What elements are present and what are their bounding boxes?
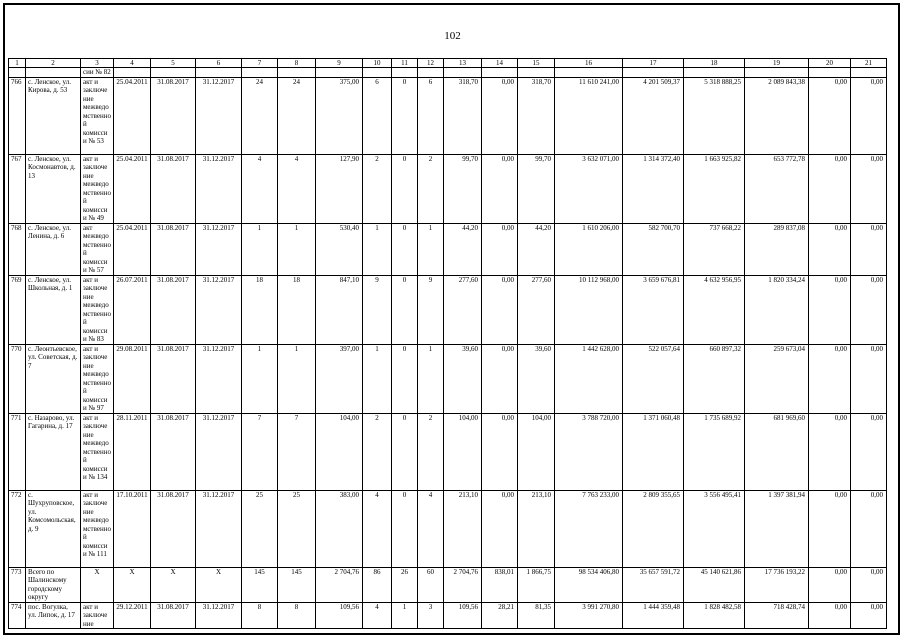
cost-other-cell: 0,00 [851,344,887,413]
area-municipal-cell: 104,00 [518,413,555,490]
cost-region-cell: 660 897,32 [684,344,745,413]
planned-start-cell: 31.08.2017 [151,602,196,629]
cost-extra-cell: 0,00 [809,602,851,629]
cost-region-cell: 45 140 621,86 [684,567,745,602]
cost-other-cell: 0,00 [851,223,887,275]
planned-start-cell: 31.08.2017 [151,77,196,154]
document-cell: акт и заключение межведомственной комиссии № 53 [81,77,114,154]
rooms-private-cell: 0 [392,344,418,413]
total-area-cell: 375,00 [316,77,363,154]
row-number-cell: 766 [9,77,26,154]
residents-resettled-cell: 1 [278,344,316,413]
document-cell: акт и заключение межведомственной комиссии № 49 [81,154,114,223]
area-total-cell: 99,70 [444,154,482,223]
total-area-cell: 397,00 [316,344,363,413]
cost-other-cell: 0,00 [851,567,887,602]
column-number: 1 [9,59,26,68]
planned-start-cell: 31.08.2017 [151,490,196,567]
cost-fund-cell: 35 657 591,72 [623,567,684,602]
rooms-municipal-cell: 6 [418,77,444,154]
cost-fund-cell: 1 314 372,40 [623,154,684,223]
cost-other-cell: 0,00 [851,490,887,567]
cost-region-cell: 3 556 495,41 [684,490,745,567]
cost-fund-cell: 1 371 060,48 [623,413,684,490]
column-number: 10 [363,59,392,68]
document-date-cell: X [114,567,151,602]
planned-end-cell: 31.12.2017 [196,223,242,275]
cost-other-cell: 0,00 [851,413,887,490]
column-number: 19 [745,59,809,68]
address-cell: с. Назарово, ул. Гагарина, д. 17 [26,413,81,490]
rooms-total-cell: 6 [363,77,392,154]
area-total-cell: 109,56 [444,602,482,629]
table-row [9,413,887,490]
area-municipal-cell: 277,60 [518,275,555,344]
rooms-total-cell: 2 [363,413,392,490]
rooms-municipal-cell: 4 [418,490,444,567]
continued-document-cell: сии № 82 [81,68,114,78]
planned-start-cell: 31.08.2017 [151,413,196,490]
planned-end-cell: 31.12.2017 [196,413,242,490]
rooms-total-cell: 2 [363,154,392,223]
cost-other-cell: 0,00 [851,154,887,223]
address-cell: с. Ленское, ул. Кирова, д. 53 [26,77,81,154]
cost-other-cell: 0,00 [851,77,887,154]
document-date-cell: 25.04.2011 [114,77,151,154]
cost-other-cell: 0,00 [851,602,887,629]
total-cost-cell: 10 112 968,00 [555,275,623,344]
rooms-municipal-cell: 3 [418,602,444,629]
area-private-cell: 0,00 [482,413,518,490]
address-cell: Всего по Шалинскому городскому округу [26,567,81,602]
rooms-private-cell: 0 [392,490,418,567]
document-date-cell: 29.08.2011 [114,344,151,413]
cost-region-cell: 1 735 689,92 [684,413,745,490]
row-number-cell: 773 [9,567,26,602]
column-number: 17 [623,59,684,68]
area-total-cell: 104,00 [444,413,482,490]
planned-start-cell: 31.08.2017 [151,275,196,344]
residents-planned-cell: 24 [242,77,278,154]
table-row [9,275,887,344]
table-row [9,77,887,154]
area-total-cell: 213,10 [444,490,482,567]
residents-planned-cell: 145 [242,567,278,602]
area-municipal-cell: 39,60 [518,344,555,413]
residents-resettled-cell: 18 [278,275,316,344]
column-number: 2 [26,59,81,68]
rooms-private-cell: 0 [392,413,418,490]
cost-region-cell: 4 632 956,95 [684,275,745,344]
column-number: 6 [196,59,242,68]
column-number: 5 [151,59,196,68]
total-area-cell: 2 704,76 [316,567,363,602]
cost-other-cell: 0,00 [851,275,887,344]
area-private-cell: 0,00 [482,77,518,154]
residents-planned-cell: 18 [242,275,278,344]
area-municipal-cell: 1 866,75 [518,567,555,602]
address-cell: пос. Вогулка, ул. Липок, д. 17 [26,602,81,629]
residents-planned-cell: 25 [242,490,278,567]
rooms-total-cell: 9 [363,275,392,344]
column-number: 3 [81,59,114,68]
address-cell: с. Ленское, ул. Космонавтов, д. 13 [26,154,81,223]
rooms-municipal-cell: 1 [418,223,444,275]
table-row [9,344,887,413]
total-cost-cell: 98 534 406,80 [555,567,623,602]
registry-table [8,58,887,629]
area-municipal-cell: 213,10 [518,490,555,567]
document-cell: акт и заключение межведомственной комиссии № 134 [81,413,114,490]
rooms-private-cell: 0 [392,77,418,154]
column-number: 14 [482,59,518,68]
column-number: 13 [444,59,482,68]
area-total-cell: 2 704,76 [444,567,482,602]
area-private-cell: 838,01 [482,567,518,602]
row-number-cell: 768 [9,223,26,275]
address-cell: с. Шухруповское, ул. Комсомольская, д. 9 [26,490,81,567]
rooms-total-cell: 86 [363,567,392,602]
cost-local-cell: 259 673,04 [745,344,809,413]
total-cost-cell: 7 763 233,00 [555,490,623,567]
total-area-cell: 109,56 [316,602,363,629]
cost-fund-cell: 1 444 359,48 [623,602,684,629]
document-date-cell: 25.04.2011 [114,154,151,223]
residents-resettled-cell: 24 [278,77,316,154]
residents-resettled-cell: 8 [278,602,316,629]
cost-extra-cell: 0,00 [809,567,851,602]
residents-planned-cell: 1 [242,223,278,275]
area-total-cell: 318,70 [444,77,482,154]
residents-planned-cell: 1 [242,344,278,413]
table-row [9,154,887,223]
column-number: 21 [851,59,887,68]
address-cell: с. Ленское, ул. Школьная, д. 1 [26,275,81,344]
rooms-municipal-cell: 9 [418,275,444,344]
rooms-private-cell: 26 [392,567,418,602]
total-area-cell: 530,40 [316,223,363,275]
column-number: 4 [114,59,151,68]
area-private-cell: 0,00 [482,223,518,275]
address-cell: с. Ленское, ул. Ленина, д. 6 [26,223,81,275]
residents-resettled-cell: 145 [278,567,316,602]
planned-end-cell: 31.12.2017 [196,77,242,154]
total-cost-cell: 3 991 270,80 [555,602,623,629]
rooms-private-cell: 0 [392,154,418,223]
residents-resettled-cell: 25 [278,490,316,567]
rooms-municipal-cell: 2 [418,154,444,223]
residents-resettled-cell: 4 [278,154,316,223]
area-private-cell: 0,00 [482,154,518,223]
document-date-cell: 28.11.2011 [114,413,151,490]
rooms-total-cell: 4 [363,602,392,629]
cost-local-cell: 1 397 381,94 [745,490,809,567]
total-area-cell: 104,00 [316,413,363,490]
total-area-cell: 127,90 [316,154,363,223]
row-number-cell: 772 [9,490,26,567]
total-area-cell: 383,00 [316,490,363,567]
planned-start-cell: 31.08.2017 [151,344,196,413]
cost-extra-cell: 0,00 [809,344,851,413]
document-date-cell: 25.04.2011 [114,223,151,275]
table-row [9,602,887,629]
cost-extra-cell: 0,00 [809,490,851,567]
cost-fund-cell: 3 659 676,81 [623,275,684,344]
page-number: 102 [444,30,461,42]
residents-resettled-cell: 7 [278,413,316,490]
cost-fund-cell: 4 201 509,37 [623,77,684,154]
column-number: 15 [518,59,555,68]
residents-planned-cell: 4 [242,154,278,223]
column-number: 16 [555,59,623,68]
area-total-cell: 44,20 [444,223,482,275]
column-number: 20 [809,59,851,68]
planned-end-cell: 31.12.2017 [196,275,242,344]
planned-start-cell: 31.08.2017 [151,223,196,275]
planned-end-cell: 31.12.2017 [196,344,242,413]
continuation-row [9,68,887,78]
document-cell: акт и заключение межведомственной комиссии № 83 [81,275,114,344]
rooms-municipal-cell: 2 [418,413,444,490]
cost-extra-cell: 0,00 [809,413,851,490]
column-number: 9 [316,59,363,68]
total-cost-cell: 3 788 720,00 [555,413,623,490]
column-number: 18 [684,59,745,68]
table-row [9,223,887,275]
row-number-cell: 774 [9,602,26,629]
cost-fund-cell: 582 700,70 [623,223,684,275]
planned-end-cell: 31.12.2017 [196,490,242,567]
planned-end-cell: X [196,567,242,602]
planned-start-cell: 31.08.2017 [151,154,196,223]
residents-planned-cell: 7 [242,413,278,490]
document-cell: акт и заключение межведомственной комиссии № 111 [81,490,114,567]
cost-extra-cell: 0,00 [809,77,851,154]
cost-fund-cell: 522 057,64 [623,344,684,413]
column-number: 7 [242,59,278,68]
cost-fund-cell: 2 809 355,65 [623,490,684,567]
table-row [9,490,887,567]
table-row [9,567,887,602]
rooms-private-cell: 0 [392,275,418,344]
cost-local-cell: 289 837,08 [745,223,809,275]
total-cost-cell: 11 610 241,00 [555,77,623,154]
planned-end-cell: 31.12.2017 [196,602,242,629]
area-total-cell: 277,60 [444,275,482,344]
area-municipal-cell: 44,20 [518,223,555,275]
column-number-row [9,59,887,68]
total-cost-cell: 1 610 206,00 [555,223,623,275]
rooms-total-cell: 4 [363,490,392,567]
cost-local-cell: 2 089 843,38 [745,77,809,154]
cost-local-cell: 1 820 334,24 [745,275,809,344]
total-area-cell: 847,10 [316,275,363,344]
row-number-cell: 767 [9,154,26,223]
area-municipal-cell: 81,35 [518,602,555,629]
cost-local-cell: 17 736 193,22 [745,567,809,602]
residents-planned-cell: 8 [242,602,278,629]
area-municipal-cell: 99,70 [518,154,555,223]
cost-region-cell: 1 663 925,82 [684,154,745,223]
document-cell: акт и заключение [81,602,114,629]
area-private-cell: 0,00 [482,275,518,344]
cost-extra-cell: 0,00 [809,223,851,275]
document-cell: акт межведомственной комиссии № 57 [81,223,114,275]
column-number: 11 [392,59,418,68]
cost-local-cell: 653 772,78 [745,154,809,223]
area-municipal-cell: 318,70 [518,77,555,154]
cost-local-cell: 718 428,74 [745,602,809,629]
column-number: 12 [418,59,444,68]
rooms-municipal-cell: 60 [418,567,444,602]
area-private-cell: 28,21 [482,602,518,629]
cost-extra-cell: 0,00 [809,154,851,223]
cost-extra-cell: 0,00 [809,275,851,344]
rooms-total-cell: 1 [363,344,392,413]
document-date-cell: 26.07.2011 [114,275,151,344]
total-cost-cell: 1 442 628,00 [555,344,623,413]
residents-resettled-cell: 1 [278,223,316,275]
area-total-cell: 39,60 [444,344,482,413]
planned-start-cell: X [151,567,196,602]
row-number-cell: 770 [9,344,26,413]
rooms-private-cell: 0 [392,223,418,275]
area-private-cell: 0,00 [482,490,518,567]
rooms-total-cell: 1 [363,223,392,275]
total-cost-cell: 3 632 071,00 [555,154,623,223]
rooms-private-cell: 1 [392,602,418,629]
cost-local-cell: 681 969,60 [745,413,809,490]
column-number: 8 [278,59,316,68]
cost-region-cell: 5 318 888,25 [684,77,745,154]
planned-end-cell: 31.12.2017 [196,154,242,223]
row-number-cell: 771 [9,413,26,490]
cost-region-cell: 1 828 482,58 [684,602,745,629]
document-date-cell: 17.10.2011 [114,490,151,567]
document-cell: акт и заключение межведомственной комиссии № 97 [81,344,114,413]
row-number-cell: 769 [9,275,26,344]
cost-region-cell: 737 668,22 [684,223,745,275]
document-cell: X [81,567,114,602]
document-date-cell: 29.12.2011 [114,602,151,629]
address-cell: с. Леонтьевское, ул. Советская, д. 7 [26,344,81,413]
rooms-municipal-cell: 1 [418,344,444,413]
area-private-cell: 0,00 [482,344,518,413]
